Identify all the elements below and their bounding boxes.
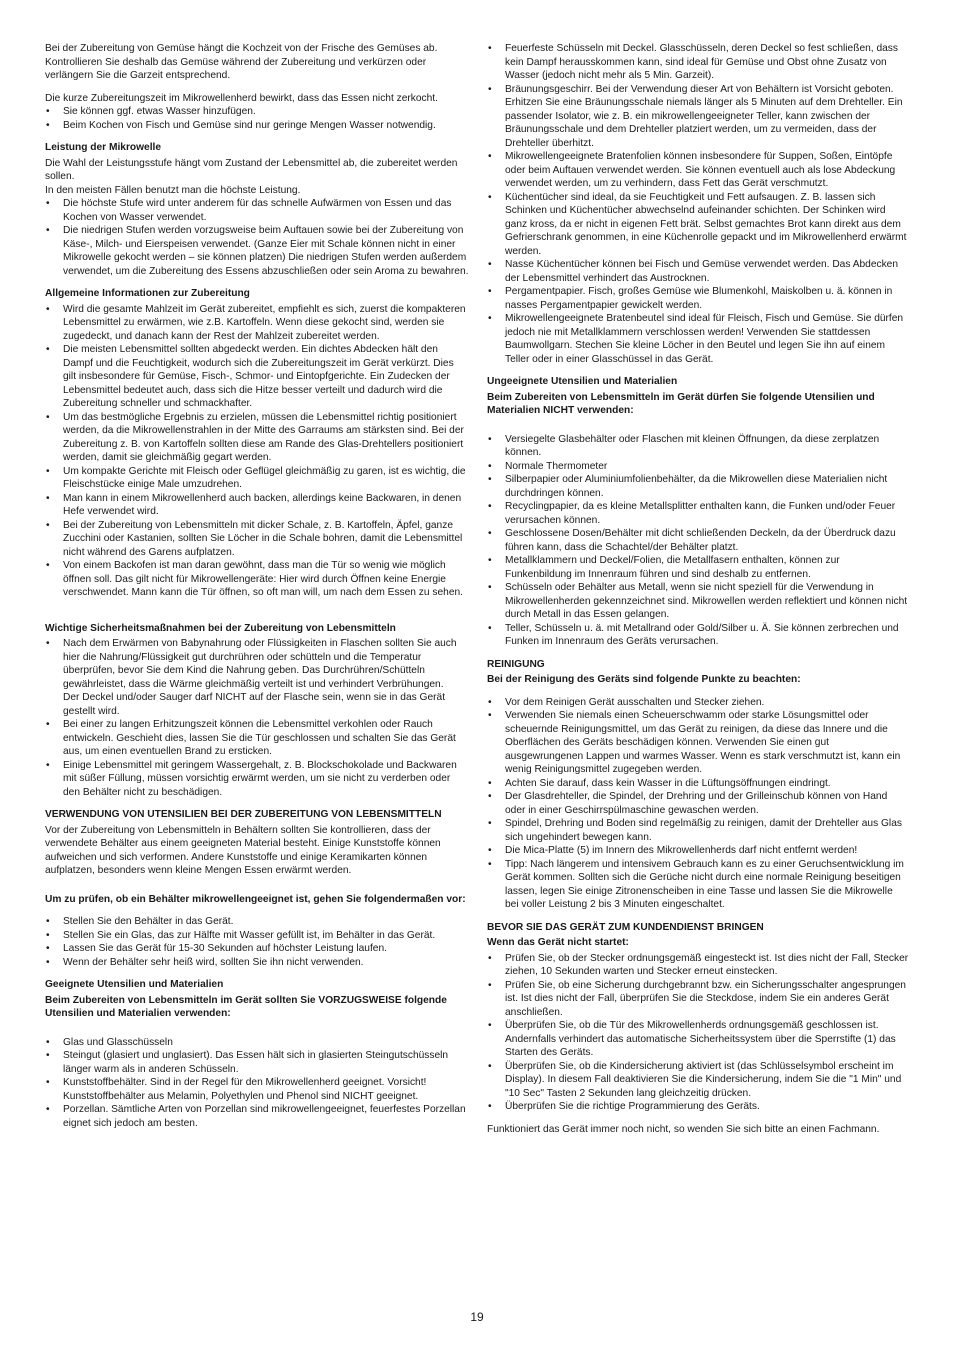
bullet-list: [487, 952, 909, 1114]
section-heading: Leistung der Mikrowelle: [45, 142, 162, 153]
list-item: • Überprüfen Sie die richtige Programmierung des Geräts.: [487, 1100, 909, 1114]
list-item: • Um kompakte Gerichte mit Fleisch oder Geflügel gleichmäßig zu garen, ist es wichtig, die Fleischstücke einige Male umzudrehen.: [45, 465, 469, 492]
list-item: • Mikrowellengeeignete Bratenbeutel sind ideal für Fleisch, Fisch und Gemüse. Sie dürfen jedoch nie mit Metallklammern verschlossen werden! Verwenden Sie stattdessen Baumwollgarn. Stechen Sie kleine Löcher in den Beutel und legen Sie ihn auf einem Teller oder in einer Glasschüssel in das Gerät.: [487, 312, 909, 366]
list-item: • Feuerfeste Schüsseln mit Deckel. Glasschüsseln, deren Deckel so fest schließen, dass kein Dampf herausskommen kann, sind ideal für Gemüse und Obst ohne Zusatz von Wasser (jedoch nicht mehr als 5 Min. Garzeit).: [487, 42, 909, 83]
list-item: • Metallklammern und Deckel/Folien, die Metallfasern enthalten, können zur Funkenbildung im Innenraum führen und sind deshalb zu entfernen.: [487, 554, 909, 581]
section-heading: Geeignete Utensilien und Materialien: [45, 979, 224, 990]
list-item: • Man kann in einem Mikrowellenherd auch backen, allerdings keine Backwaren, in denen Hefe verwendet wird.: [45, 492, 469, 519]
list-item: • Küchentücher sind ideal, da sie Feuchtigkeit und Fett aufsaugen. Z. B. lassen sich Schinken und Küchentücher abwechselnd aufeinander schichten. Der Schinken wird ganz kross, da er nicht in eigenen Fett brät. Selbst gemachtes Brot kann direkt aus dem Gefrierschrank genommen, in eine Küchenrolle gepackt und im Mikrowellenherd erwärmt werden.: [487, 191, 909, 259]
paragraph: In den meisten Fällen benutzt man die höchste Leistung.: [45, 184, 301, 196]
bold-intro: Um zu prüfen, ob ein Behälter mikrowellengeeignet ist, gehen Sie folgendermaßen vor:: [45, 893, 466, 905]
bullet-list: [45, 105, 469, 132]
list-item: • Tipp: Nach längerem und intensivem Gebrauch kann es zu einer Geruchsentwicklung im Gerät kommen. Sollten sich die Gerüche nicht durch eine normale Reinigung beseitigen lassen, legen Sie einige Zitronenscheiben in eine Tasse und lassen Sie die Mikrowelle bei voller Leistung 2 bis 3 Minuten eingeschaltet.: [487, 858, 909, 912]
bullet-list: [45, 637, 469, 799]
left-column: [45, 42, 469, 1139]
paragraph: Die kurze Zubereitungszeit im Mikrowellenherd bewirkt, dass das Essen nicht zerkocht.: [45, 92, 438, 104]
list-item: • Der Glasdrehteller, die Spindel, der Drehring und der Grilleinschub können von Hand oder in einer Geschirrspülmaschine gewaschen werden.: [487, 790, 909, 817]
paragraph: Die Wahl der Leistungsstufe hängt vom Zustand der Lebensmittel ab, die zubereitet werden sollen.: [45, 157, 458, 182]
list-item: • Versiegelte Glasbehälter oder Flaschen mit kleinen Öffnungen, da diese zerplatzen können.: [487, 433, 909, 460]
paragraph: Bei der Zubereitung von Gemüse hängt die Kochzeit von der Frische des Gemüses ab. Kontrollieren Sie deshalb das Gemüse während der Zubereitung und verkürzen oder verlängern Sie die Garzeit entsprechend.: [45, 43, 438, 81]
bullet-list: [487, 696, 909, 912]
list-item: • Die meisten Lebensmittel sollten abgedeckt werden. Ein dichtes Abdecken hält den Dampf und die Feuchtigkeit, wodurch sich die Zubereitungszeit im Gerät verkürzt. Dies gilt insbesondere für Gemüse, Fisch-, Schmor- und Eintopfgerichte. Ein Zudecken der Lebensmittel bedeutet auch, dass sich die Hitze besser verteilt und dadurch wird die Zubereitung schneller und schmackhafter.: [45, 343, 469, 411]
list-item: • Teller, Schüsseln u. ä. mit Metallrand oder Gold/Silber u. Ä. Sie können zerbrechen und Funken im Innenraum des Geräts verursachen.: [487, 622, 909, 649]
list-item: • Von einem Backofen ist man daran gewöhnt, dass man die Tür so wenig wie möglich öffnen soll. Das gilt nicht für Mikrowellengeräte: Hier wird durch Öffnen keine Energie verschwendet. Mann kann die Tür öffnen, so oft man will, um nach dem Essen zu sehen.: [45, 559, 469, 600]
bullet-list: [487, 42, 909, 366]
list-item: • Steingut (glasiert und unglasiert). Das Essen hält sich in glasierten Steingutschüsseln länger warm als in anderen Schüsseln.: [45, 1049, 469, 1076]
list-item: • Silberpapier oder Aluminiumfolienbehälter, da die Mikrowellen diese Materialien nicht durchdringen können.: [487, 473, 909, 500]
paragraph: Funktioniert das Gerät immer noch nicht, so wenden Sie sich bitte an einen Fachmann.: [487, 1123, 880, 1135]
list-item: • Mikrowellengeeignete Bratenfolien können insbesondere für Suppen, Soßen, Eintöpfe oder beim Auftauen verwendet werden. Sie können eventuell auch als lose Abdeckung verwendet werden, um zu verhindern, dass Fett das Gerät verschmutzt.: [487, 150, 909, 191]
list-item: • Pergamentpapier. Fisch, großes Gemüse wie Blumenkohl, Maiskolben u. ä. können in nasses Pergamentpapier gewickelt werden.: [487, 285, 909, 312]
list-item: • Vor dem Reinigen Gerät ausschalten und Stecker ziehen.: [487, 696, 909, 710]
page-number: 19: [470, 1310, 484, 1324]
list-item: • Die niedrigen Stufen werden vorzugsweise beim Auftauen sowie bei der Zubereitung von Käse-, Milch- und Eierspeisen verwendet. (Ganze Eier mit Schale können nicht in einer Mikrowelle gekocht werden – sie können platzen) Die niedrigen Stufen werden außerdem verwendet, um die Zubereitung des Essens abzuschließen oder sein Aroma zu bewahren.: [45, 224, 469, 278]
list-item: • Überprüfen Sie, ob die Tür des Mikrowellenherds ordnungsgemäß geschlossen ist. Andernfalls verhindert das automatische Sicherheitssystem über die Sperrstifte (1) das Starten des Geräts.: [487, 1019, 909, 1060]
section-heading: Wichtige Sicherheitsmaßnahmen bei der Zubereitung von Lebensmitteln: [45, 622, 396, 634]
list-item: • Nasse Küchentücher können bei Fisch und Gemüse verwendet werden. Das Abdecken der Lebensmittel verhindert das Austrocknen.: [487, 258, 909, 285]
bold-intro: Beim Zubereiten von Lebensmitteln im Gerät dürfen Sie folgende Utensilien und Materialien NICHT verwenden:: [487, 391, 875, 416]
spacer: [45, 609, 469, 622]
section-heading: VERWENDUNG VON UTENSILIEN BEI DER ZUBEREITUNG VON LEBENSMITTELN: [45, 809, 442, 820]
list-item: • Porzellan. Sämtliche Arten von Porzellan sind mikrowellengeeignet, feuerfestes Porzellan eignet sich jedoch am besten.: [45, 1103, 469, 1130]
list-item: • Die Mica-Platte (5) im Innern des Mikrowellenherds darf nicht entfernt werden!: [487, 844, 909, 858]
list-item: • Bei einer zu langen Erhitzungszeit können die Lebensmittel verkohlen oder Rauch entwickeln. Geschieht dies, lassen Sie die Tür geschlossen und schalten Sie das Gerät aus, um einen eventuellen Brand zu ersticken.: [45, 718, 469, 759]
list-item: • Prüfen Sie, ob eine Sicherung durchgebrannt bzw. ein Sicherungsschalter angesprungen ist. Ist dies nicht der Fall, überprüfen Sie die Steckdose, indem Sie ein anderes Gerät anschließen.: [487, 979, 909, 1020]
list-item: • Geschlossene Dosen/Behälter mit dicht schließenden Deckeln, da der Überdruck dazu führen kann, dass die Schachtel/der Behälter platzt.: [487, 527, 909, 554]
list-item: • Um das bestmögliche Ergebnis zu erzielen, müssen die Lebensmittel richtig positioniert werden, da die Mikrowellenstrahlen in der Mitte des Garraums am stärksten sind. Bei der Zubereitung z. B. von Kartoffeln sollten diese am Rande des Glas-Drehtellers positioniert werden, damit sie gleichmäßig gegart werden.: [45, 411, 469, 465]
list-item: • Die höchste Stufe wird unter anderem für das schnelle Aufwärmen von Essen und das Kochen von Wasser verwendet.: [45, 197, 469, 224]
section-heading: REINIGUNG: [487, 658, 545, 670]
list-item: • Kunststoffbehälter. Sind in der Regel für den Mikrowellenherd geeignet. Vorsicht! Kunststoffbehälter aus Melamin, Polyethylen und Phenol sind NICHT geeignet.: [45, 1076, 469, 1103]
section-heading: Ungeeignete Utensilien und Materialien: [487, 376, 678, 387]
section-heading: Wenn das Gerät nicht startet:: [487, 937, 629, 948]
list-item: • Wird die gesamte Mahlzeit im Gerät zubereitet, empfiehlt es sich, zuerst die kompakteren Lebensmittel zu erwärmen, wie z.B. Kartoffeln. Wenn diese gekocht sind, werden sie zugedeckt, und danach kann der Rest der Mahlzeit zubereitet werden.: [45, 303, 469, 344]
list-item: • Glas und Glasschüsseln: [45, 1036, 469, 1050]
list-item: • Nach dem Erwärmen von Babynahrung oder Flüssigkeiten in Flaschen sollten Sie auch hier die Nahrung/Flüssigkeit gut durchrühren oder schütteln und die Temperatur überprüfen, bevor Sie dem Kind die Nahrung geben. Das Durchrühren/Schütteln gewährleistet, dass die Wärme gleichmäßig verteilt ist und verhindert Verbrühungen. Der Deckel und/oder Sauger darf NICHT auf der Flasche sein, wenn sie in das Gerät gestellt wird.: [45, 637, 469, 718]
bullet-list: [487, 433, 909, 649]
bullet-list: [45, 303, 469, 600]
list-item: • Stellen Sie ein Glas, das zur Hälfte mit Wasser gefüllt ist, im Behälter in das Gerät.: [45, 929, 469, 943]
list-item: • Prüfen Sie, ob der Stecker ordnungsgemäß eingesteckt ist. Ist dies nicht der Fall, Stecker ziehen, 10 Sekunden warten und Stecker erneut einstecken.: [487, 952, 909, 979]
list-item: • Sie können ggf. etwas Wasser hinzufügen.: [45, 105, 469, 119]
list-item: • Einige Lebensmittel mit geringem Wassergehalt, z. B. Blockschokolade und Backwaren mit süßer Füllung, müssen vorsichtig erwärmt werden, um sie nicht zu verderben oder den Behälter nicht zu beschädigen.: [45, 759, 469, 800]
right-column: [487, 42, 909, 1145]
bullet-list: [45, 1036, 469, 1131]
list-item: • Stellen Sie den Behälter in das Gerät.: [45, 915, 469, 929]
bullet-list: [45, 197, 469, 278]
section-heading: Allgemeine Informationen zur Zubereitung: [45, 288, 250, 299]
bold-intro: Beim Zubereiten von Lebensmitteln im Gerät sollten Sie VORZUGSWEISE folgende Utensilien und Materialien verwenden:: [45, 994, 447, 1019]
list-item: • Normale Thermometer: [487, 460, 909, 474]
list-item: • Achten Sie darauf, dass kein Wasser in die Lüftungsöffnungen eindringt.: [487, 777, 909, 791]
list-item: • Wenn der Behälter sehr heiß wird, sollten Sie ihn nicht verwenden.: [45, 956, 469, 970]
list-item: • Lassen Sie das Gerät für 15-30 Sekunden auf höchster Leistung laufen.: [45, 942, 469, 956]
list-item: • Schüsseln oder Behälter aus Metall, wenn sie nicht speziell für die Verwendung in Mikrowellenherden gekennzeichnet sind. Mikrowellen werden reflektiert und können nicht durch Metall in das Essen gelangen.: [487, 581, 909, 622]
list-item: • Spindel, Drehring und Boden sind regelmäßig zu reinigen, damit der Drehteller aus Glas sich ungehindert bewegen kann.: [487, 817, 909, 844]
list-item: • Bräunungsgeschirr. Bei der Verwendung dieser Art von Behältern ist Vorsicht geboten. Erhitzen Sie eine Bräunungsschale niemals länger als 5 Minuten auf dem Drehteller. Ein passender Isolator, wie z. B. ein mikrowellengeeigneter Teller, kann zwischen der Bräunungsschale und dem Drehteller platziert werden, um zu vermeiden, dass der Drehteller überhitzt.: [487, 83, 909, 151]
bullet-list: [45, 915, 469, 969]
paragraph: Vor der Zubereitung von Lebensmitteln in Behältern sollten Sie kontrollieren, dass der verwendete Behälter aus einem geeigneten Material besteht. Einige Kunststoffe können aufweichen und sich verformen. Andere Kunststoffe und einige Keramikarten können aufplatzen, besonders wenn kleine Mengen Essen erwärmt werden.: [45, 824, 441, 876]
list-item: • Bei der Zubereitung von Lebensmitteln mit dicker Schale, z. B. Kartoffeln, Äpfel, ganze Zucchini oder Kastanien, sollten Sie Löcher in die Schale bohren, damit die Lebensmittel nicht während des Garens aufplatzen.: [45, 519, 469, 560]
list-item: • Recyclingpapier, da es kleine Metallsplitter enthalten kann, die Funken und/oder Feuer verursachen können.: [487, 500, 909, 527]
bold-intro: Bei der Reinigung des Geräts sind folgende Punkte zu beachten:: [487, 674, 801, 685]
section-heading: BEVOR SIE DAS GERÄT ZUM KUNDENDIENST BRINGEN: [487, 921, 764, 933]
list-item: • Beim Kochen von Fisch und Gemüse sind nur geringe Mengen Wasser notwendig.: [45, 119, 469, 133]
list-item: • Verwenden Sie niemals einen Scheuerschwamm oder starke Lösungsmittel oder scheuernde Reinigungsmittel, um das Gerät zu reinigen, da diese das Innere und die Oberflächen des Geräts beschädigen können. Verwenden Sie einen gut ausgewrungenen Lappen und warmes Wasser. Wenn es stark verschmutzt ist, kann ein wenig Reinigungsmittel zugegeben werden.: [487, 709, 909, 777]
list-item: • Überprüfen Sie, ob die Kindersicherung aktiviert ist (das Schlüsselsymbol erscheint im Display). In diesem Fall deaktivieren Sie die Kindersicherung, indem Sie die "1 Min" und "10 Sec" Tasten 2 Sekunden lang gleichzeitig drücken.: [487, 1060, 909, 1101]
